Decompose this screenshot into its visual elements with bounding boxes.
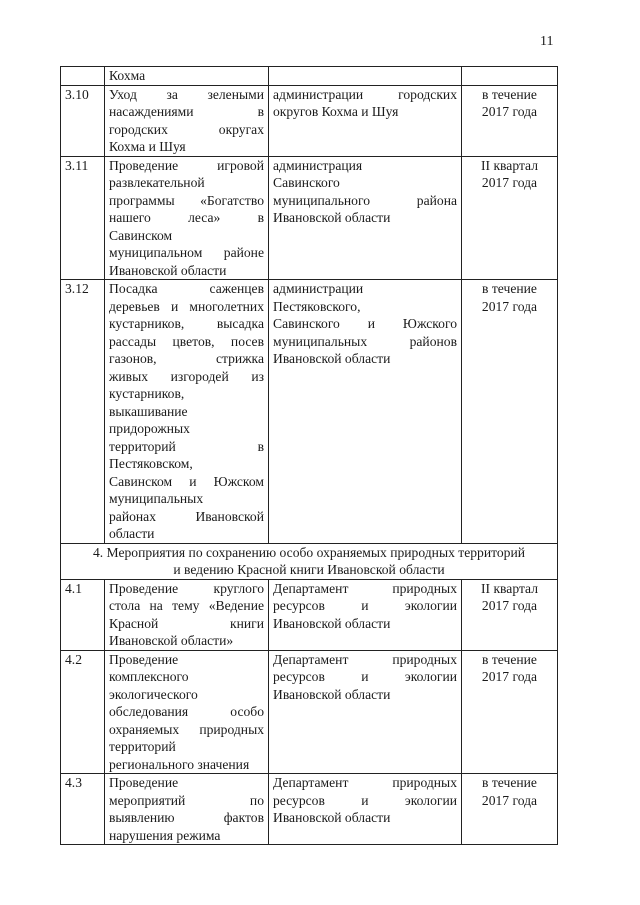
responsible-line: округов Кохма и Шуя	[273, 104, 399, 119]
table-row	[61, 156, 558, 280]
responsible-line: ресурсов и экологии	[273, 669, 457, 684]
term-cell	[462, 774, 558, 845]
event-name-line: рассады цветов, посев	[109, 333, 264, 349]
event-name-line: кустарников, высадка	[109, 316, 264, 331]
event-name-line: нашего леса» в	[109, 210, 264, 225]
event-name-line: газонов, стрижка	[109, 351, 264, 366]
term-cell	[462, 67, 558, 86]
event-name-line: Проведение игровой	[109, 157, 264, 173]
row-number: 4.1	[61, 579, 105, 650]
event-name-line: обследования особо	[109, 704, 264, 719]
event-name-cell	[105, 650, 269, 774]
responsible-line: администрации городских	[273, 86, 457, 102]
term-line: в течение	[482, 775, 537, 790]
table-row	[61, 579, 558, 650]
event-name-line: придорожных	[109, 421, 190, 436]
row-number: 4.3	[61, 774, 105, 845]
event-name-line: Ивановской области	[109, 262, 227, 278]
event-name-line: выявлению фактов	[109, 810, 264, 825]
responsible-line: Департамент природных	[273, 651, 457, 667]
responsible-cell	[269, 650, 462, 774]
event-name-cell	[105, 579, 269, 650]
event-name-line: муниципальных	[109, 491, 204, 506]
event-name-cell	[105, 156, 269, 280]
term-line: в течение	[482, 281, 537, 296]
term-line: 2017 года	[481, 175, 538, 190]
responsible-line: Ивановской области	[273, 351, 391, 366]
event-name-line: стола на тему «Ведение	[109, 598, 264, 613]
responsible-cell	[269, 280, 462, 544]
responsible-line: ресурсов и экологии	[273, 598, 457, 613]
event-name-line: городских округах	[109, 121, 264, 137]
event-name-line: Проведение круглого	[109, 580, 264, 596]
event-name-line: Савинском и Южском	[109, 473, 264, 489]
term-line: II квартал	[481, 157, 538, 173]
event-name-line: Савинском	[109, 227, 173, 243]
event-name-line: Красной книги	[109, 615, 264, 631]
event-name-line: нарушения режима	[109, 827, 221, 843]
event-name-line: Пестяковском,	[109, 456, 193, 471]
event-name-line: насаждениями в	[109, 104, 264, 119]
event-name-line: выкашивание	[109, 403, 188, 419]
responsible-cell	[269, 85, 462, 156]
page-number: 11	[540, 34, 554, 49]
responsible-line: администрация	[273, 157, 363, 173]
event-name-line: кустарников,	[109, 386, 185, 401]
event-name-line: деревьев и многолетних	[109, 298, 264, 314]
event-name-line: территорий	[109, 739, 176, 754]
event-name-line: области	[109, 526, 155, 541]
term-line: в течение	[482, 651, 537, 667]
term-line: 2017 года	[481, 792, 538, 808]
responsible-line: Ивановской области	[273, 686, 391, 702]
event-name-cell	[105, 774, 269, 845]
term-line: 2017 года	[481, 298, 538, 314]
event-name-line: комплексного	[109, 669, 189, 684]
row-number: 4.2	[61, 650, 105, 774]
event-name-cell	[105, 85, 269, 156]
table-row	[61, 774, 558, 845]
responsible-line: Савинского	[273, 175, 340, 190]
row-number: 3.10	[61, 85, 105, 156]
event-name-line: муниципальном районе	[109, 245, 264, 260]
table-row	[61, 650, 558, 774]
table-row	[61, 85, 558, 156]
event-name-line: развлекательной	[109, 175, 205, 190]
term-line: в течение	[482, 86, 537, 102]
event-name-line: Проведение	[109, 651, 179, 667]
event-name-line: регионального значения	[109, 756, 250, 772]
responsible-line: Департамент природных	[273, 775, 457, 790]
event-name-line: Уход за зелеными	[109, 86, 264, 102]
row-number	[61, 67, 105, 86]
term-cell	[462, 650, 558, 774]
responsible-line: Ивановской области	[273, 810, 391, 825]
term-line: 2017 года	[481, 104, 538, 119]
responsible-line: муниципального района	[273, 192, 457, 208]
responsible-line: Савинского и Южского	[273, 316, 457, 331]
event-name-cell	[105, 280, 269, 544]
responsible-line: ресурсов и экологии	[273, 792, 457, 808]
event-name-line: мероприятий по	[109, 792, 264, 808]
events-table	[60, 66, 558, 845]
section-title-line: 4. Мероприятия по сохранению особо охраняемых природных территорий	[92, 544, 526, 560]
responsible-line: Ивановской области	[273, 615, 391, 631]
event-name-cell	[105, 67, 269, 86]
event-name-line: охраняемых природных	[109, 721, 264, 737]
responsible-line: администрации	[273, 281, 364, 296]
responsible-cell	[269, 774, 462, 845]
row-number: 3.11	[61, 156, 105, 280]
responsible-line: Ивановской области	[273, 210, 391, 225]
table-row	[61, 280, 558, 544]
event-name-line: программы «Богатство	[109, 192, 264, 208]
term-cell	[462, 85, 558, 156]
responsible-cell	[269, 67, 462, 86]
event-name-line: Ивановской области»	[109, 633, 234, 648]
event-name-line: Кохма	[109, 68, 146, 83]
term-cell	[462, 579, 558, 650]
responsible-line: муниципальных районов	[273, 333, 457, 349]
event-name-line: Проведение	[109, 775, 179, 790]
term-cell	[462, 280, 558, 544]
section-header	[61, 543, 558, 579]
responsible-cell	[269, 579, 462, 650]
event-name-line: территорий в	[109, 438, 264, 454]
section-header-row	[61, 543, 558, 579]
term-line: II квартал	[481, 580, 538, 596]
term-cell	[462, 156, 558, 280]
section-title-line: и ведению Красной книги Ивановской области	[173, 562, 445, 577]
responsible-line: Пестяковского,	[273, 298, 361, 314]
event-name-line: районах Ивановской	[109, 508, 264, 524]
responsible-cell	[269, 156, 462, 280]
table-row	[61, 67, 558, 86]
event-name-line: Кохма и Шуя	[109, 139, 186, 154]
term-line: 2017 года	[481, 598, 538, 613]
term-line: 2017 года	[481, 669, 538, 684]
row-number: 3.12	[61, 280, 105, 544]
responsible-line: Департамент природных	[273, 580, 457, 596]
event-name-line: экологического	[109, 686, 198, 702]
event-name-line: Посадка саженцев	[109, 281, 264, 296]
event-name-line: живых изгородей из	[109, 368, 264, 384]
